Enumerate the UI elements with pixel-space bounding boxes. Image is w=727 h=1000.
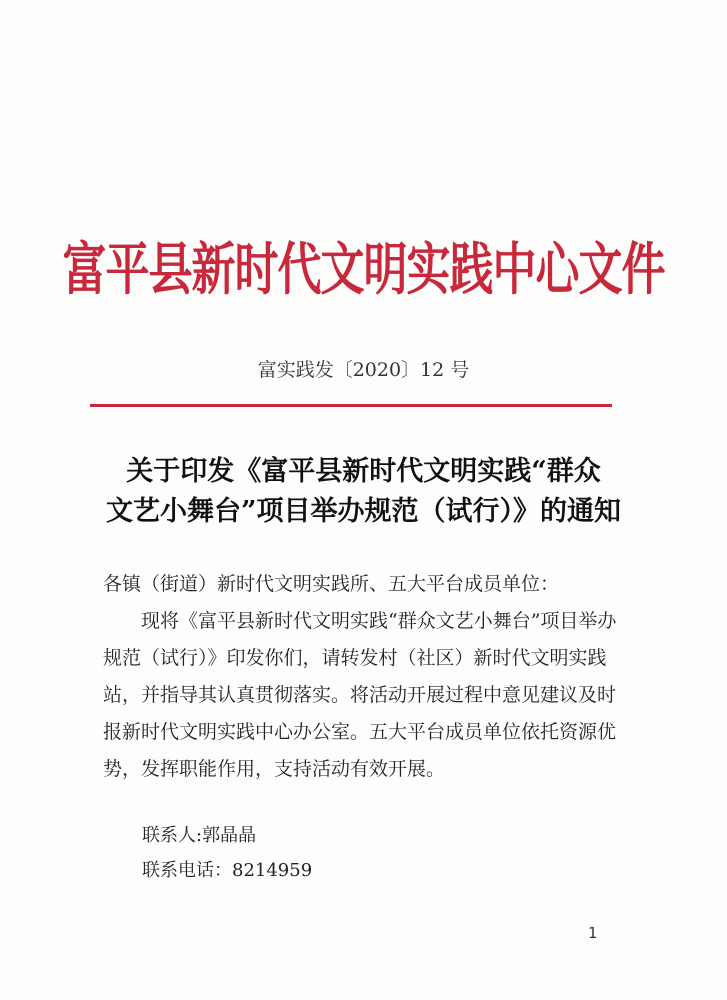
body-line-2: 规范（试行）》印发你们，请转发村（社区）新时代文明实践: [103, 647, 607, 669]
document-number: 富实践发〔2020〕12 号: [257, 359, 470, 381]
issuer-title: 富平县新时代文明实践中心文件: [62, 237, 665, 303]
red-divider-line: [90, 404, 612, 407]
contact-info: [142, 818, 312, 888]
body-line-1: 现将《富平县新时代文明实践“群众文艺小舞台”项目举办: [141, 610, 617, 632]
body-line-5: 势，发挥职能作用，支持活动有效开展。: [103, 758, 446, 780]
body-line-4: 报新时代文明实践中心办公室。五大平台成员单位依托资源优: [103, 721, 617, 743]
notice-title-line-2: 文艺小舞台”项目举办规范（试行）》的通知: [105, 496, 622, 527]
page-number: 1: [588, 924, 598, 942]
contact-person: 联系人:郭晶晶: [142, 825, 257, 846]
addressee-line: 各镇（街道）新时代文明实践所、五大平台成员单位：: [103, 573, 560, 595]
notice-title: [60, 452, 667, 532]
notice-body: [103, 566, 623, 788]
contact-phone: 联系电话：8214959: [142, 860, 313, 881]
body-line-3: 站，并指导其认真贯彻落实。将活动开展过程中意见建议及时: [103, 684, 617, 706]
notice-title-line-1: 关于印发《富平县新时代文明实践“群众: [126, 456, 601, 487]
